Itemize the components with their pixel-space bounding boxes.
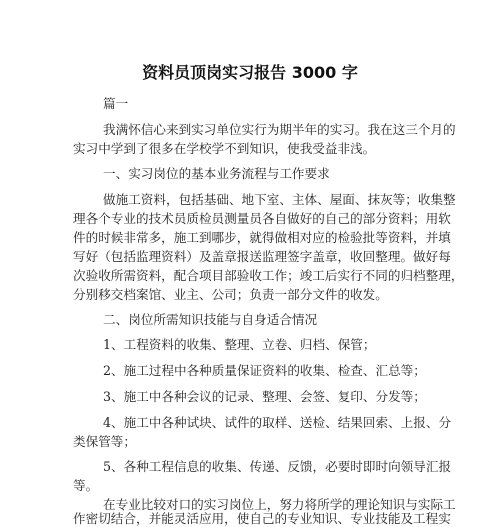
para1-line-4: 写好（包括监理资料）及盖章报送监理签字盖章，收回整理。做好每 bbox=[73, 249, 451, 264]
para2-line-1: 在专业比较对口的实习岗位上，努力将所学的理论知识与实际工 bbox=[103, 497, 456, 512]
para1-line-1: 做施工资料，包括基础、地下室、主体、屋面、抹灰等；收集整 bbox=[103, 192, 456, 207]
document-title: 资料员顶岗实习报告 3000 字 bbox=[142, 63, 358, 82]
heading-1: 一、实习岗位的基本业务流程与工作要求 bbox=[103, 166, 330, 181]
list-item-4-cont: 类保管等； bbox=[73, 434, 136, 449]
list-item-5: 5、各种工程信息的收集、传递、反馈，必要时即时向领导汇报 bbox=[103, 459, 452, 474]
intro-line-2: 实习中学到了很多在学校学不到知识，使我受益非浅。 bbox=[73, 141, 376, 156]
list-item-3: 3、施工中各种会议的记录、整理、会签、复印、分发等； bbox=[103, 389, 426, 404]
list-item-2: 2、施工过程中各种质量保证资料的收集、检查、汇总等； bbox=[103, 363, 426, 378]
heading-2: 二、岗位所需知识技能与自身适合情况 bbox=[103, 312, 318, 327]
para1-line-2: 理各个专业的技术员质检员测量员各自做好的自己的部分资料；用软 bbox=[73, 211, 451, 226]
list-item-5-cont: 等。 bbox=[73, 478, 99, 493]
list-item-4: 4、施工中各种试块、试件的取样、送检、结果回索、上报、分 bbox=[103, 415, 452, 430]
section-label: 篇一 bbox=[103, 96, 129, 111]
para1-line-3: 件的时候非常多，施工到哪步，就得做相对应的检验批等资料，并填 bbox=[73, 230, 451, 245]
para1-line-6: 分别移交档案馆、业主、公司；负责一部分文件的收发。 bbox=[73, 287, 388, 302]
list-item-1: 1、工程资料的收集、整理、立卷、归档、保管； bbox=[103, 337, 376, 352]
para2-line-2: 作密切结合，并能灵活应用，使自己的专业知识、专业技能及工程实 bbox=[73, 511, 451, 526]
intro-line-1: 我满怀信心来到实习单位实行为期半年的实习。我在这三个月的 bbox=[103, 122, 456, 137]
para1-line-5: 次验收所需资料，配合项目部验收工作；竣工后实行不同的归档整理， bbox=[73, 268, 464, 283]
